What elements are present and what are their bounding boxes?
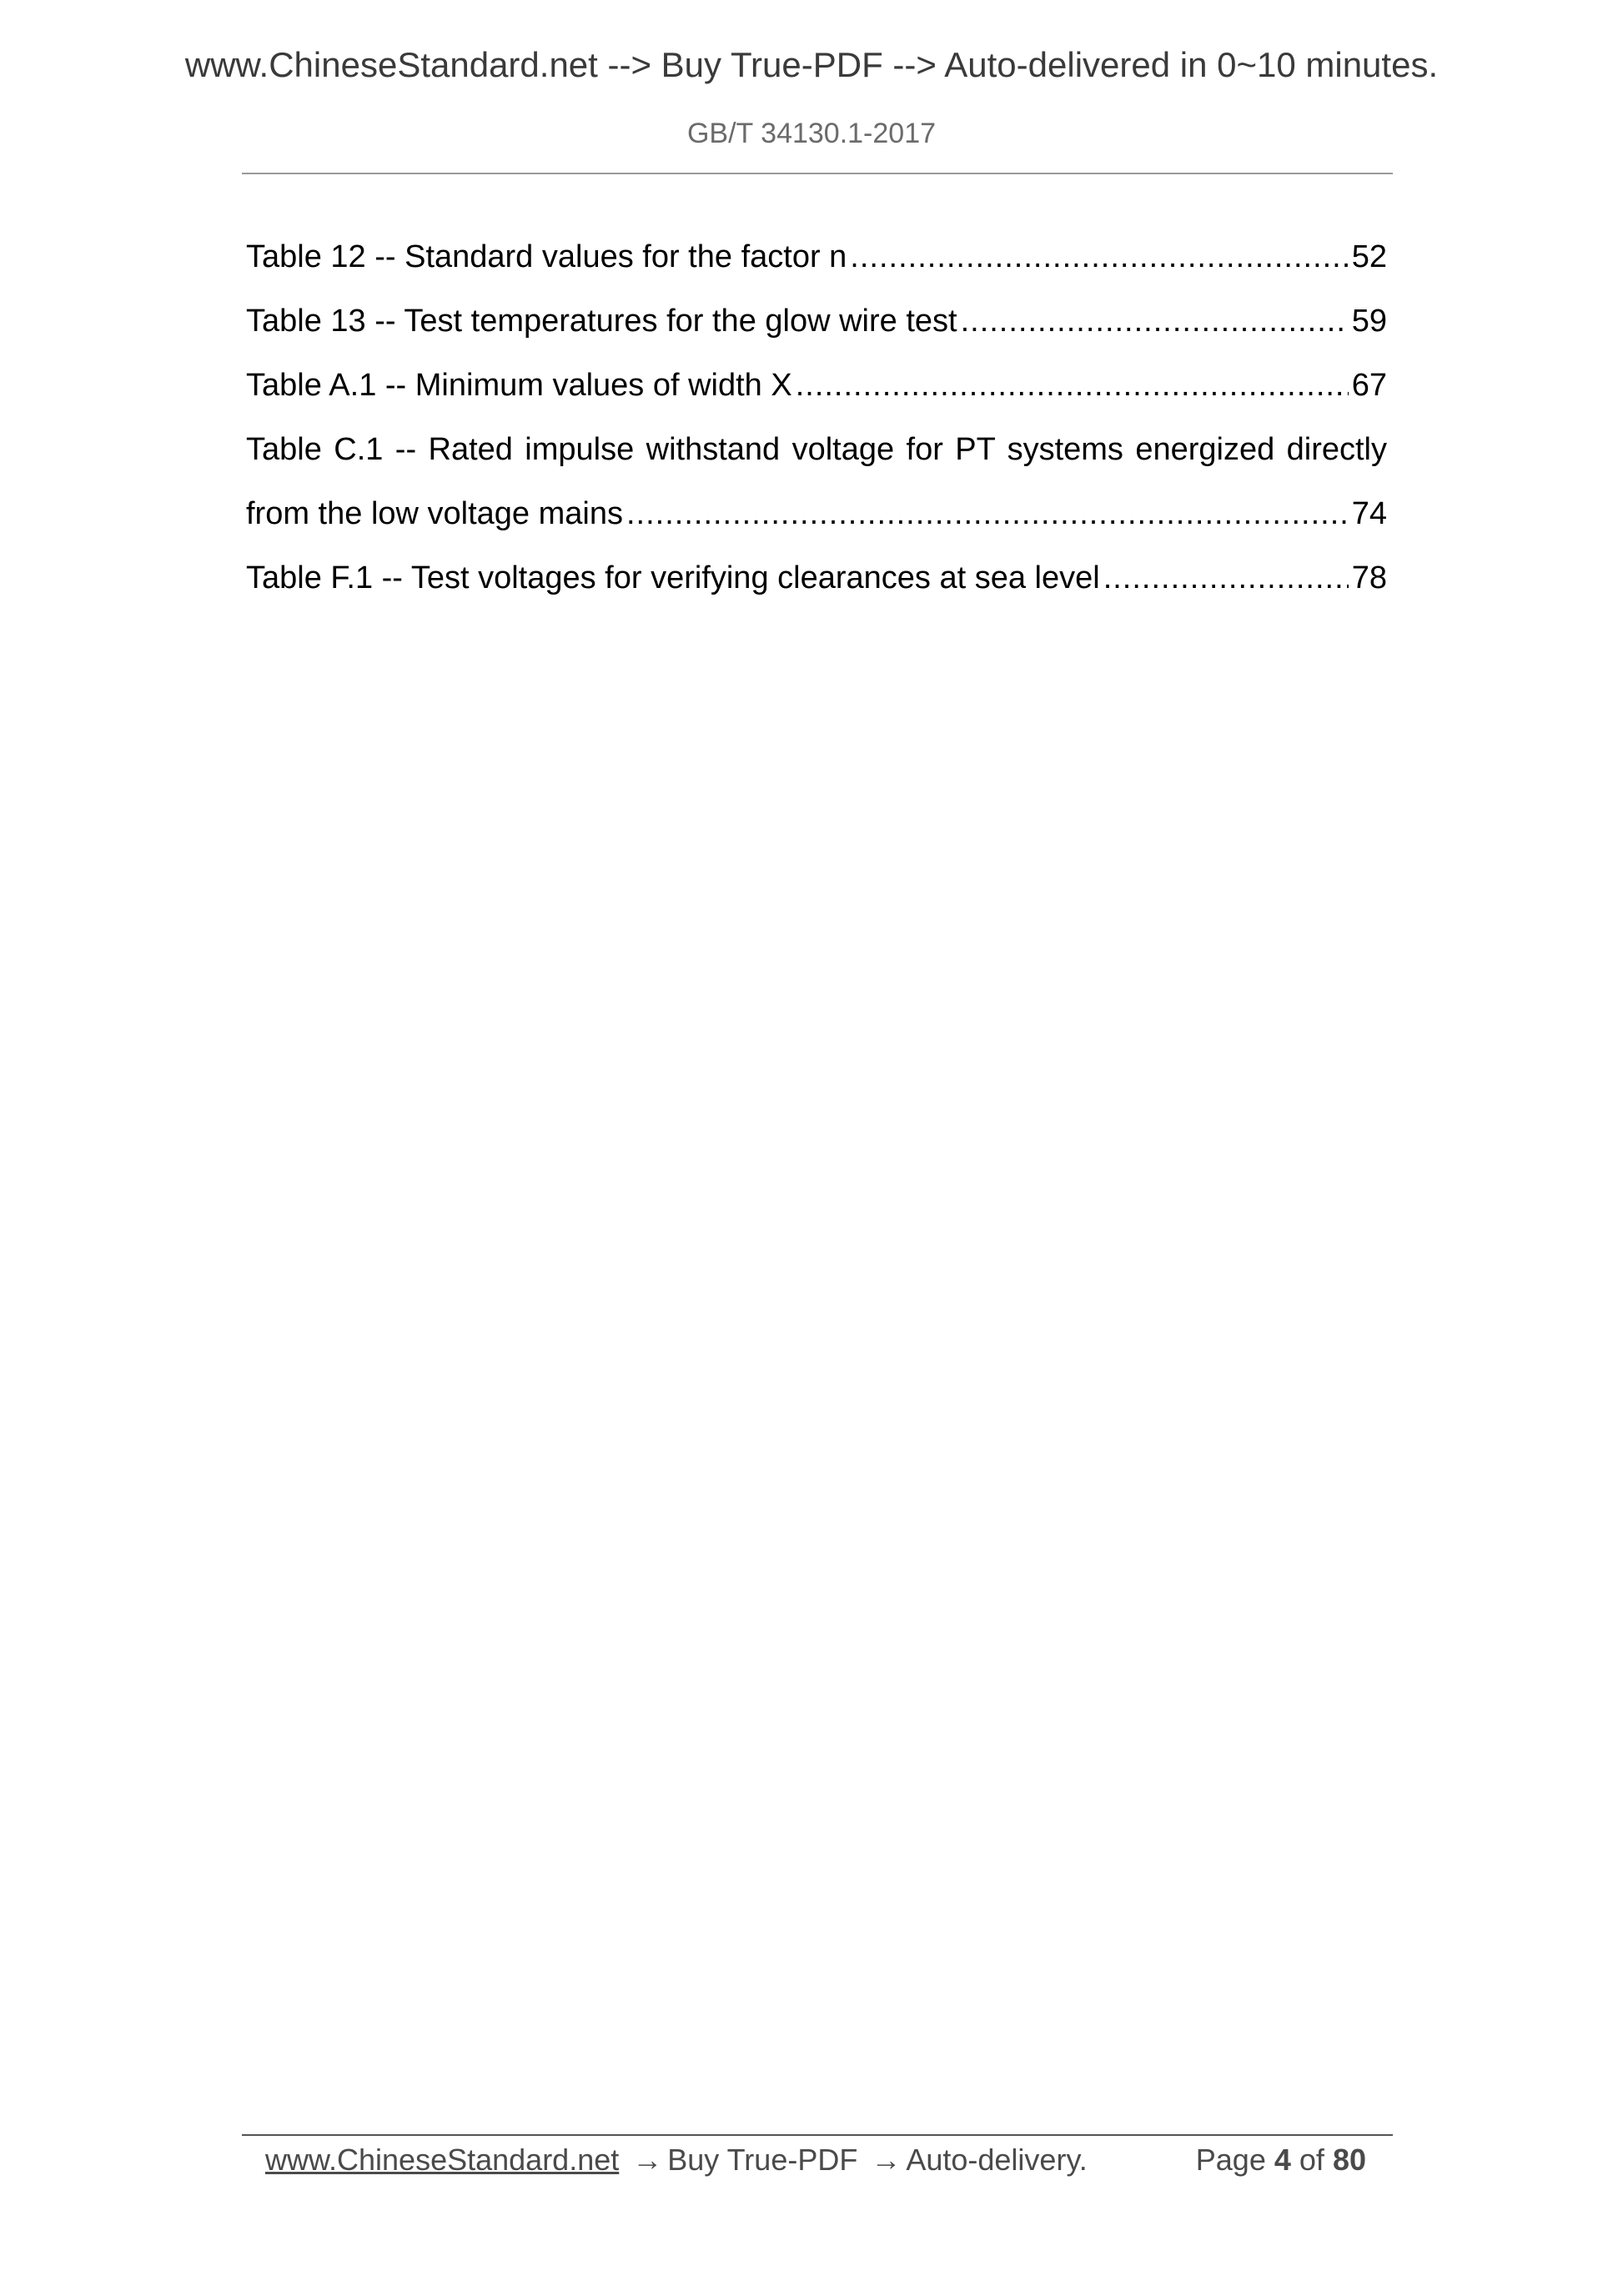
footer-buy-text: Buy True-PDF — [667, 2143, 858, 2177]
toc-entry-label: Table F.1 -- Test voltages for verifying clearances at sea level — [246, 560, 1100, 595]
toc-entry-label: Table C.1 -- Rated impulse withstand voltage for PT systems energized directly — [246, 432, 1387, 467]
table-of-contents — [246, 234, 1387, 619]
toc-entry-first-line[interactable] — [246, 426, 1387, 490]
toc-entry[interactable] — [246, 490, 1387, 555]
toc-entry-page: 67 — [1351, 368, 1387, 403]
document-code: GB/T 34130.1-2017 — [686, 118, 937, 149]
toc-leader-dots — [850, 234, 1348, 280]
page-current: 4 — [1274, 2143, 1291, 2177]
toc-entry[interactable] — [246, 298, 1387, 362]
toc-entry-label: from the low voltage mains — [246, 496, 623, 531]
toc-entry-label: Table A.1 -- Minimum values of width X — [246, 368, 792, 403]
toc-entry[interactable] — [246, 234, 1387, 298]
arrow-right-icon: → — [632, 2143, 663, 2177]
toc-leader-dots — [1103, 555, 1349, 601]
toc-entry-page: 78 — [1351, 560, 1387, 595]
toc-entry-page: 74 — [1351, 496, 1387, 531]
top-banner: www.ChineseStandard.net --> Buy True-PDF --> Auto-delivered in 0~10 minutes. — [184, 45, 1439, 84]
toc-entry-page: 59 — [1351, 304, 1387, 339]
page-total: 80 — [1332, 2143, 1366, 2177]
of-word: of — [1299, 2143, 1324, 2177]
toc-entry-label: Table 12 -- Standard values for the factor n — [246, 239, 847, 274]
footer-delivery-text: Auto-delivery. — [906, 2143, 1088, 2177]
footer-site-link[interactable]: www.ChineseStandard.net — [265, 2143, 620, 2177]
page-footer — [265, 2139, 1366, 2181]
page-number-info — [1196, 2139, 1366, 2181]
toc-entry-page: 52 — [1351, 239, 1387, 274]
arrow-right-icon: → — [871, 2143, 902, 2177]
toc-entry[interactable] — [246, 362, 1387, 426]
toc-leader-dots — [961, 298, 1349, 344]
toc-leader-dots — [796, 362, 1349, 409]
toc-entry[interactable] — [246, 555, 1387, 619]
toc-entry-label: Table 13 -- Test temperatures for the glow wire test — [246, 304, 957, 339]
header-divider — [242, 173, 1393, 174]
page-word: Page — [1195, 2143, 1266, 2177]
toc-leader-dots — [626, 490, 1349, 537]
footer-divider — [242, 2134, 1393, 2136]
